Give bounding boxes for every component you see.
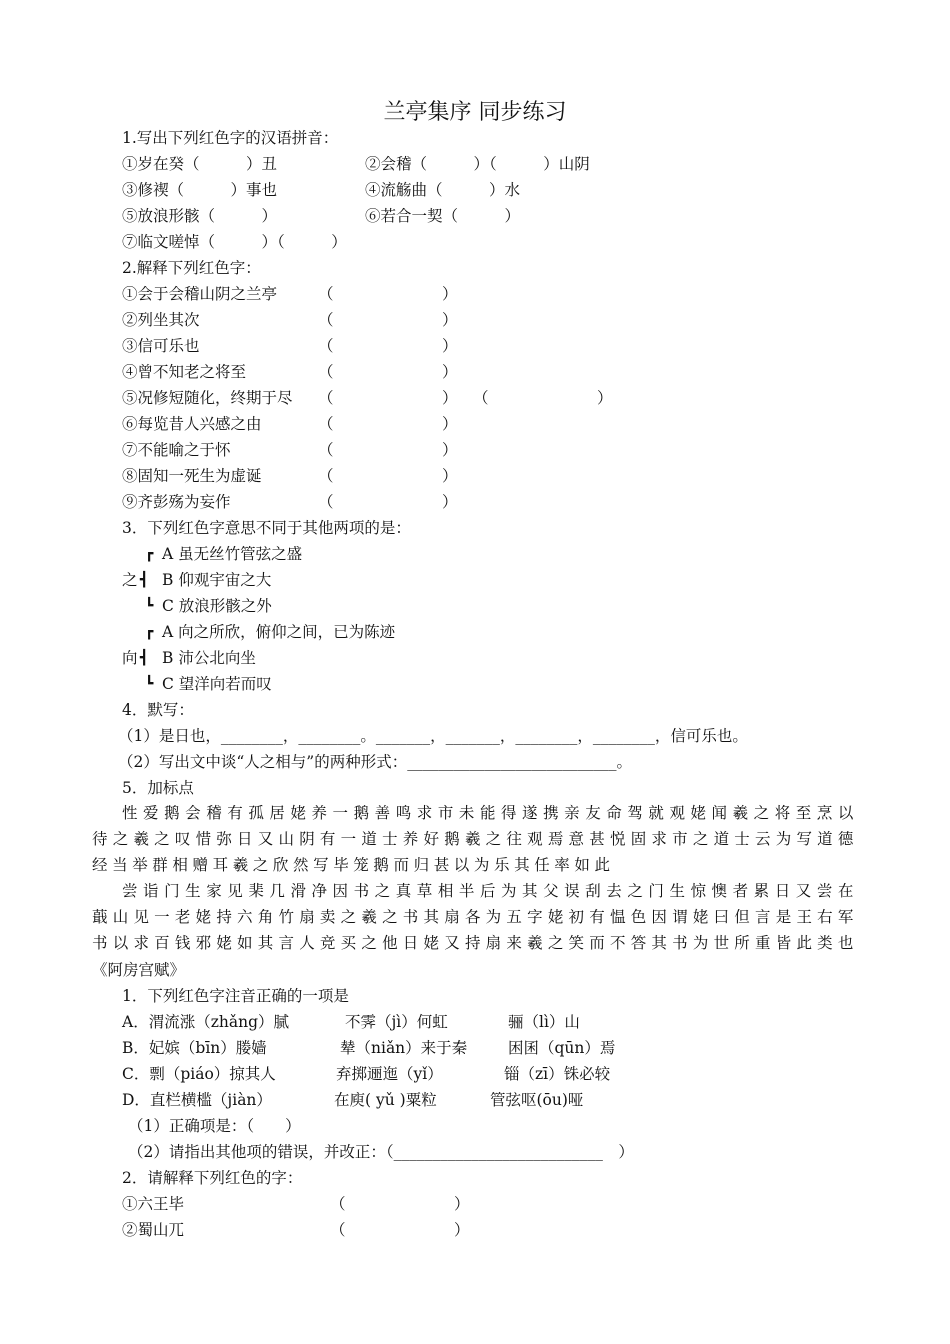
q1-item: ⑦临文嗟悼（ ）（ ）	[122, 233, 347, 251]
s2q1-option: 辇（niǎn）来于秦	[340, 1039, 468, 1057]
q1-item: ①岁在癸（ ）丑	[122, 155, 278, 173]
q3-word: 之	[122, 571, 138, 589]
paragraph-line: 蕺山见一老姥持六角竹扇卖之羲之书其扇各为五字姥初有愠色因谓姥曰但言是王右军	[92, 908, 858, 926]
q2-item-text: ②列坐其次	[122, 311, 200, 329]
s2q1-option: 管弦呕(ōu)哑	[490, 1091, 584, 1109]
s2q1-option: 骊（lì）山	[508, 1013, 580, 1031]
s2q1-option: 锱（zī）铢必较	[504, 1065, 611, 1083]
q3-option: B 仰观宇宙之大	[162, 571, 272, 589]
s2q2-heading: 2．请解释下列红色的字：	[122, 1169, 303, 1187]
s2q1-option: 在庾( yǔ )粟粒	[334, 1091, 437, 1109]
q3-option: C 放浪形骸之外	[162, 597, 272, 615]
q4-heading: 4．默写：	[122, 701, 194, 719]
q2-item-blank: （ ）	[318, 285, 458, 303]
s2q1-option: 弃掷逦迤（yǐ）	[336, 1065, 443, 1083]
brace-middle-icon: ┫	[140, 572, 149, 588]
q5-paragraph-1	[92, 800, 858, 878]
s2q1-option: D．直栏横槛（jiàn）	[122, 1091, 272, 1109]
q2-item-text: ④曾不知老之将至	[122, 363, 247, 381]
q3-option: B 沛公北向坐	[162, 649, 256, 667]
q2-item-text: ⑦不能喻之于怀	[122, 441, 231, 459]
s2q2-item-blank: （ ）	[330, 1195, 470, 1213]
section-title: 《阿房宫赋》	[92, 961, 186, 979]
s2q1-option: B．妃嫔（bīn）媵嫱	[122, 1039, 267, 1057]
q5-heading: 5．加标点	[122, 779, 194, 797]
q2-item-text: ①会于会稽山阴之兰亭	[122, 285, 278, 303]
q3-option: A 虽无丝竹管弦之盛	[162, 545, 303, 563]
q3-word: 向	[122, 649, 138, 667]
q2-item-blank: （ ）	[318, 311, 458, 329]
q1-item: ②会稽（ ）（ ）山阴	[365, 155, 590, 173]
q3-option: C 望洋向若而叹	[162, 675, 272, 693]
q2-item-blank: （ ）	[318, 441, 458, 459]
s2q1-option: A．渭流涨（zhǎng）腻	[122, 1013, 289, 1031]
q2-item-text: ⑧固知一死生为虚诞	[122, 467, 262, 485]
brace-middle-icon: ┫	[140, 650, 149, 666]
paragraph-line: 书以求百钱邪姥如其言人竞买之他日姥又持扇来羲之笑而不答其书为世所重皆此类也	[92, 934, 858, 952]
q2-item-text: ③信可乐也	[122, 337, 200, 355]
paragraph-line: 待之羲之叹惜弥日又山阴有一道士养好鹅羲之往观焉意甚悦固求市之道士云为写道德	[92, 830, 858, 848]
q2-heading: 2.解释下列红色字：	[122, 259, 261, 277]
q1-item: ⑤放浪形骸（ ）	[122, 207, 278, 225]
s2q1-option: 不霁（jì）何虹	[345, 1013, 448, 1031]
brace-bottom-icon: ┗	[145, 676, 154, 692]
q2-item-blank: （ ）	[318, 415, 458, 433]
q2-item-text: ⑤况修短随化，终期于尽	[122, 389, 293, 407]
s2q1-heading: 1．下列红色字注音正确的一项是	[122, 987, 349, 1005]
paragraph-line: 尝诣门生家见棐几滑净因书之真草相半后为其父误刮去之门生惊懊者累日又尝在	[122, 882, 858, 900]
q2-item-blank: （ ）	[318, 337, 458, 355]
q2-item-blank: （ ）	[318, 467, 458, 485]
brace-top-icon: ┏	[145, 546, 154, 562]
s2q2-item-blank: （ ）	[330, 1221, 470, 1239]
s2q1-sub2: （2）请指出其他项的错误，并改正：（___________________________ ）	[128, 1143, 634, 1161]
paragraph-line: 经当举群相赠耳羲之欣然写毕笼鹅而归甚以为乐其任率如此	[92, 856, 615, 874]
s2q2-item-text: ②蜀山兀	[122, 1221, 185, 1239]
q5-paragraph-2	[92, 878, 858, 956]
page-title: 兰亭集序 同步练习	[383, 100, 567, 125]
s2q1-option: 困囷（qūn）焉	[508, 1039, 616, 1057]
brace-bottom-icon: ┗	[145, 598, 154, 614]
q2-item-text: ⑥每览昔人兴感之由	[122, 415, 262, 433]
q4-line1: （1）是日也，________，________。_______，_______，________，________，信可乐也。	[118, 727, 748, 745]
q3-heading: 3．下列红色字意思不同于其他两项的是：	[122, 519, 411, 537]
brace-top-icon: ┏	[145, 624, 154, 640]
q2-item-blank: （ ）	[318, 493, 458, 511]
q2-item-blank: （ ）	[318, 363, 458, 381]
s2q2-item-text: ①六王毕	[122, 1195, 185, 1213]
q3-option: A 向之所欣，俯仰之间，已为陈迹	[162, 623, 396, 641]
q2-item-text: ⑨齐彭殇为妄作	[122, 493, 231, 511]
q1-item: ④流觞曲（ ）水	[365, 181, 521, 199]
q2-item-blank: （ ） （ ）	[318, 389, 613, 407]
q4-line2: （2）写出文中谈“人之相与”的两种形式：___________________________。	[118, 753, 632, 771]
q1-item: ⑥若合一契（ ）	[365, 207, 521, 225]
paragraph-line: 性爱鹅会稽有孤居姥养一鹅善鸣求市未能得遂携亲友命驾就观姥闻羲之将至烹以	[122, 804, 858, 822]
q1-heading: 1.写出下列红色字的汉语拼音：	[122, 129, 339, 147]
q1-item: ③修禊（ ）事也	[122, 181, 278, 199]
s2q1-sub1: （1）正确项是：（ ）	[128, 1117, 301, 1135]
s2q1-option: C．剽（piáo）掠其人	[122, 1065, 276, 1083]
